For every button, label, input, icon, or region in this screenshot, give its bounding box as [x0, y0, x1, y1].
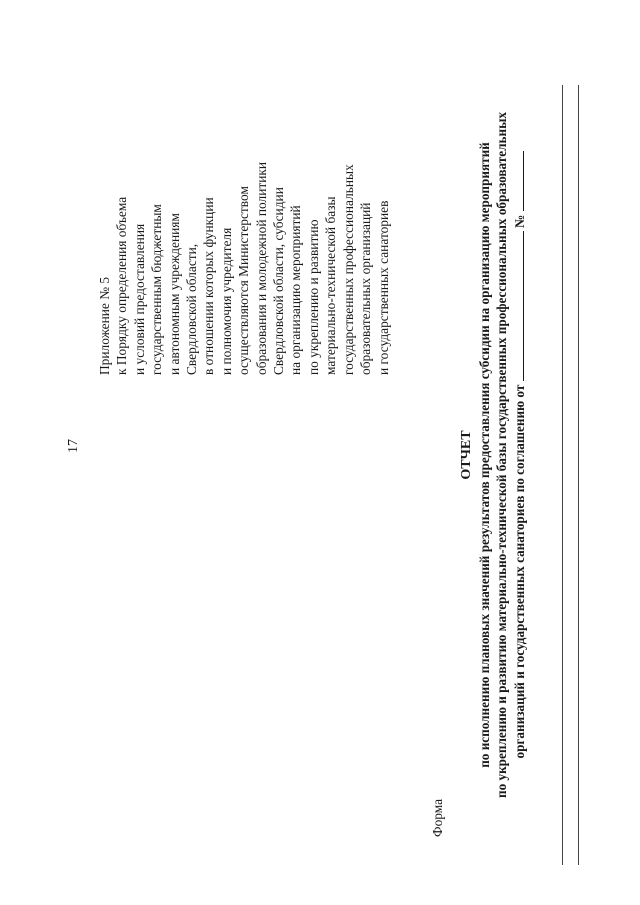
appendix-line: и условий предоставления [131, 223, 147, 375]
agreement-number-blank[interactable] [511, 152, 524, 212]
appendix-line: материально-технической базы [323, 196, 339, 375]
appendix-line: и государственных санаториев [375, 200, 391, 375]
appendix-line: и полномочия учредителя [218, 227, 234, 375]
appendix-line: Приложение № 5 [97, 276, 112, 375]
table-top-rule [562, 85, 563, 865]
appendix-line: государственных профессиональных [340, 164, 356, 375]
appendix-line: в отношении которых функции [201, 197, 217, 375]
appendix-line: к Порядку определения объема [114, 196, 130, 375]
agreement-date-blank[interactable] [511, 231, 524, 381]
report-subtitle-line-3 [511, 65, 529, 845]
appendix-line: Свердловской области, субсидии [271, 187, 287, 375]
appendix-line: осуществляются Министерством [236, 186, 252, 375]
appendix-line: государственным бюджетным [149, 204, 165, 375]
agreement-number-sign: № [511, 214, 527, 229]
report-heading [458, 65, 528, 845]
report-subtitle-line-1: по исполнению плановых значений результатов предоставления субсидии на организацию мероприятий [476, 142, 492, 768]
report-subtitle-line-2: по укреплению и развитию материально-технической базы государственных профессиональных образовательных [494, 112, 510, 798]
page-number: 17 [66, 439, 81, 453]
appendix-block [96, 0, 392, 375]
report-title: ОТЧЕТ [459, 430, 474, 480]
appendix-line: по укреплению и развитию [305, 219, 321, 375]
appendix-line: и автономным учреждениям [166, 213, 182, 375]
form-label: Форма [430, 798, 445, 837]
agreement-date-prefix: организаций и государственных санаториев по соглашению от [511, 384, 527, 759]
table-second-rule [578, 85, 579, 865]
appendix-line: образования и молодежной политики [253, 161, 269, 375]
appendix-line: образовательных организаций [358, 202, 374, 375]
appendix-line: Свердловской области, [184, 243, 200, 375]
appendix-line: на организацию мероприятий [288, 205, 304, 375]
